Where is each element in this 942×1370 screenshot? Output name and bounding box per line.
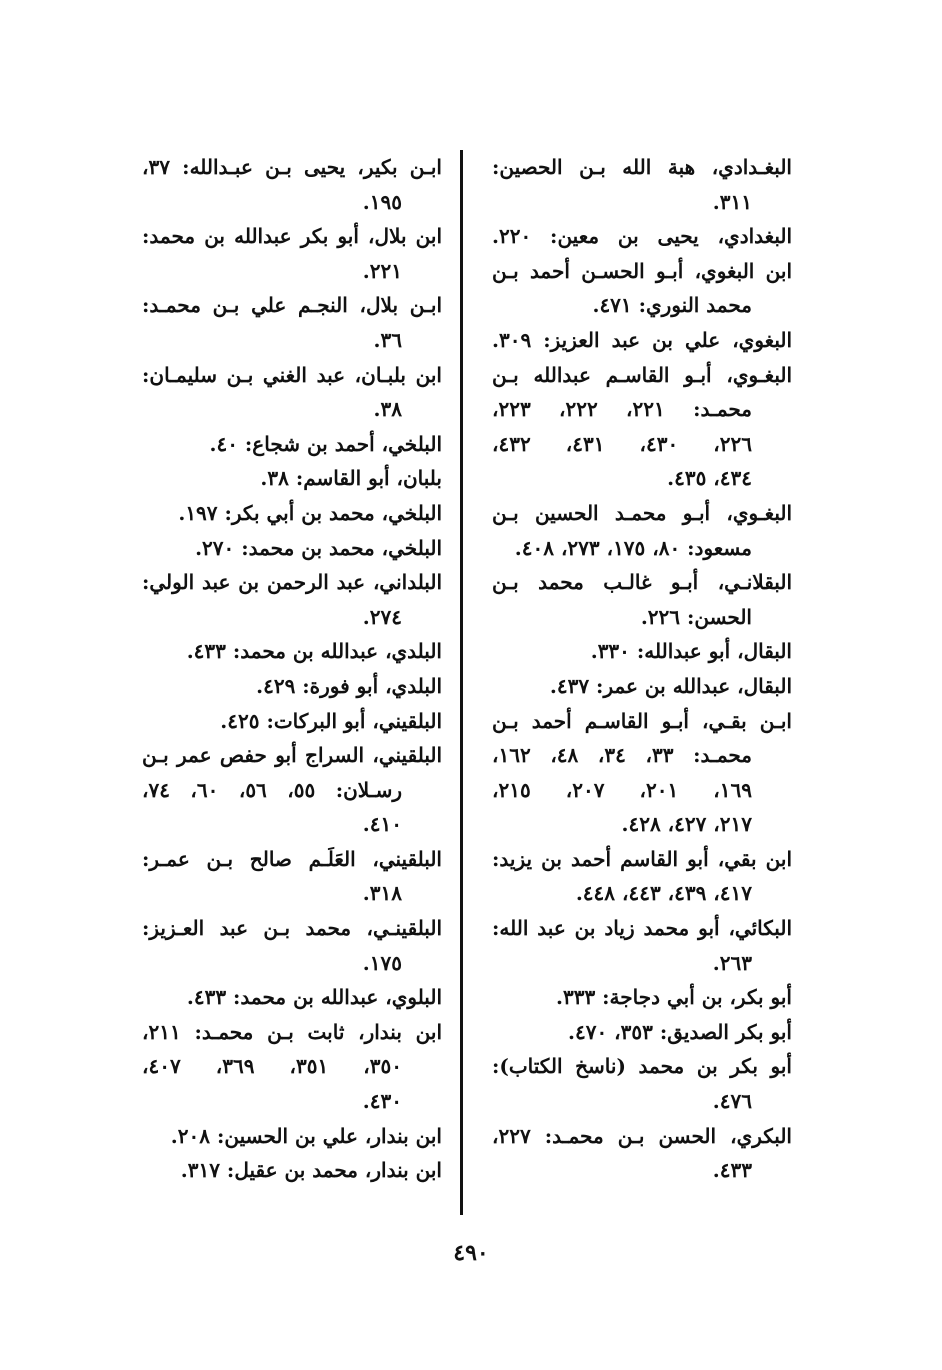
index-line: محمـد: ٣٣، ٣٤، ٤٨، ١٦٢،	[492, 743, 752, 768]
index-line: ٢٢٦، ٤٣٠، ٤٣١، ٤٣٢،	[492, 431, 752, 456]
index-line: محمـد: ٢٢١، ٢٢٢، ٢٢٣،	[492, 397, 753, 422]
index-line: ابـن بقـي، أبـو القاسـم أحمد بـن	[492, 708, 792, 733]
index-line: ٣١٨.	[362, 881, 402, 906]
index-line: ابن بندار، محمد بن عقيل: ٣١٧.	[180, 1158, 442, 1183]
index-line: البغدادي، يحيى بن معين: ٢٢٠.	[492, 224, 792, 249]
index-line: البلخي، محمد بن أبي بكر: ١٩٧.	[178, 500, 442, 525]
index-line: ١٧٥.	[362, 950, 402, 975]
index-line: البلخي، محمد بن محمد: ٢٧٠.	[195, 535, 442, 560]
index-line: مسعود: ٨٠، ١٧٥، ٢٧٣، ٤٠٨.	[514, 535, 752, 560]
index-line: ٢١٧، ٤٢٧، ٤٢٨.	[621, 812, 752, 837]
index-line: البلداني، عبد الرحمن بن عبد الولي:	[142, 570, 442, 595]
index-line: البقال، أبو عبدالله: ٣٣٠.	[590, 639, 792, 664]
index-line: محمد النوري: ٤٧١.	[592, 293, 752, 318]
index-line: ٢٦٣.	[712, 950, 752, 975]
index-line: رسـلان: ٥٥، ٥٦، ٦٠، ٧٤،	[142, 777, 402, 802]
index-column-right	[492, 150, 792, 1188]
index-line: أبو بكر، بن أبي دجاجة: ٣٣٣.	[556, 985, 792, 1010]
index-line: ٣٨.	[373, 397, 402, 422]
index-line: البلقينـي، محمد بـن عبد العـزيز:	[142, 916, 442, 941]
column-divider	[460, 150, 463, 1215]
index-line: أبو بكر بن محمد (ناسخ الكتاب):	[492, 1054, 792, 1079]
index-line: ابن بقي، أبو القاسم أحمد بن يزيد:	[492, 846, 792, 871]
index-line: ٤٣٣.	[712, 1158, 752, 1183]
page-number: ٤٩٠	[453, 1240, 489, 1266]
index-line: البكائي، أبو محمد زياد بن عبد الله:	[492, 916, 792, 941]
index-line: ٢٧٤.	[362, 604, 402, 629]
index-line: ١٦٩، ٢٠١، ٢٠٧، ٢١٥،	[492, 777, 752, 802]
index-line: ابن بلال، أبو بكر عبدالله بن محمد:	[142, 224, 442, 249]
index-line: ابـن بكير، يحيى بـن عبـدالله: ٣٧،	[142, 155, 442, 179]
index-line: ابن بلبـان، عبد الغني بـن سليمـان:	[142, 362, 442, 387]
index-line: البغـدادي، هبة الله بـن الحصين:	[492, 155, 792, 179]
index-line: البلقيني، العَلَـم صالح بـن عمـر:	[142, 846, 442, 871]
index-line: ٤٧٦.	[712, 1089, 752, 1114]
index-column-left	[142, 150, 442, 1188]
index-line: البغوي، علي بن عبد العزيز: ٣٠٩.	[492, 327, 792, 352]
index-line: ابن بندار، ثابت بـن محمـد: ٢١١،	[142, 1019, 442, 1044]
index-line: البلقيني، أبو البركات: ٤٢٥.	[220, 708, 442, 733]
index-line: ١٩٥.	[362, 189, 402, 214]
index-line: ٣١١.	[712, 189, 752, 214]
index-line: البغـوي، أبـو القاسـم عبدالله بـن	[492, 362, 792, 387]
index-line: ٤٣٠.	[362, 1089, 402, 1114]
index-line: البلدي، عبدالله بن محمد: ٤٣٣.	[186, 639, 442, 664]
index-line: بلبان، أبو القاسم: ٣٨.	[260, 466, 442, 491]
index-line: ابـن بلال، النجـم علي بـن محمـد:	[142, 293, 442, 318]
index-line: البكري، الحسن بـن محمـد: ٢٢٧،	[492, 1123, 792, 1148]
index-line: البلقيني، السراج أبو حفص عمر بـن	[142, 743, 442, 768]
index-line: ٢٢١.	[362, 258, 402, 283]
index-line: البقلانـي، أبـو غالـب محمد بـن	[492, 570, 792, 595]
index-line: البقال، عبدالله بن عمر: ٤٣٧.	[549, 673, 792, 698]
index-line: البلوي، عبدالله بن محمد: ٤٣٣.	[186, 985, 442, 1010]
index-line: الحسن: ٢٢٦.	[640, 604, 752, 629]
index-line: ٣٦.	[373, 327, 402, 352]
index-line: البغـوي، أبـو محمـد الحسين بـن	[492, 500, 792, 525]
index-line: أبو بكر الصديق: ٣٥٣، ٤٧٠.	[568, 1019, 792, 1044]
index-line: ابن البغوي، أبـو الحسـن أحمد بـن	[492, 258, 792, 283]
index-line: ٤٣٤، ٤٣٥.	[667, 466, 752, 491]
index-line: ابن بندار، علي بن الحسين: ٢٠٨.	[170, 1123, 442, 1148]
index-line: البلخي، أحمد بن شجاع: ٤٠.	[209, 431, 442, 456]
index-line: ٣٥٠، ٣٥١، ٣٦٩، ٤٠٧،	[142, 1054, 402, 1079]
index-line: ٤١٧، ٤٣٩، ٤٤٣، ٤٤٨.	[575, 881, 752, 906]
index-line: البلدي، أبو فورة: ٤٢٩.	[256, 673, 442, 698]
index-line: ٤١٠.	[362, 812, 402, 837]
